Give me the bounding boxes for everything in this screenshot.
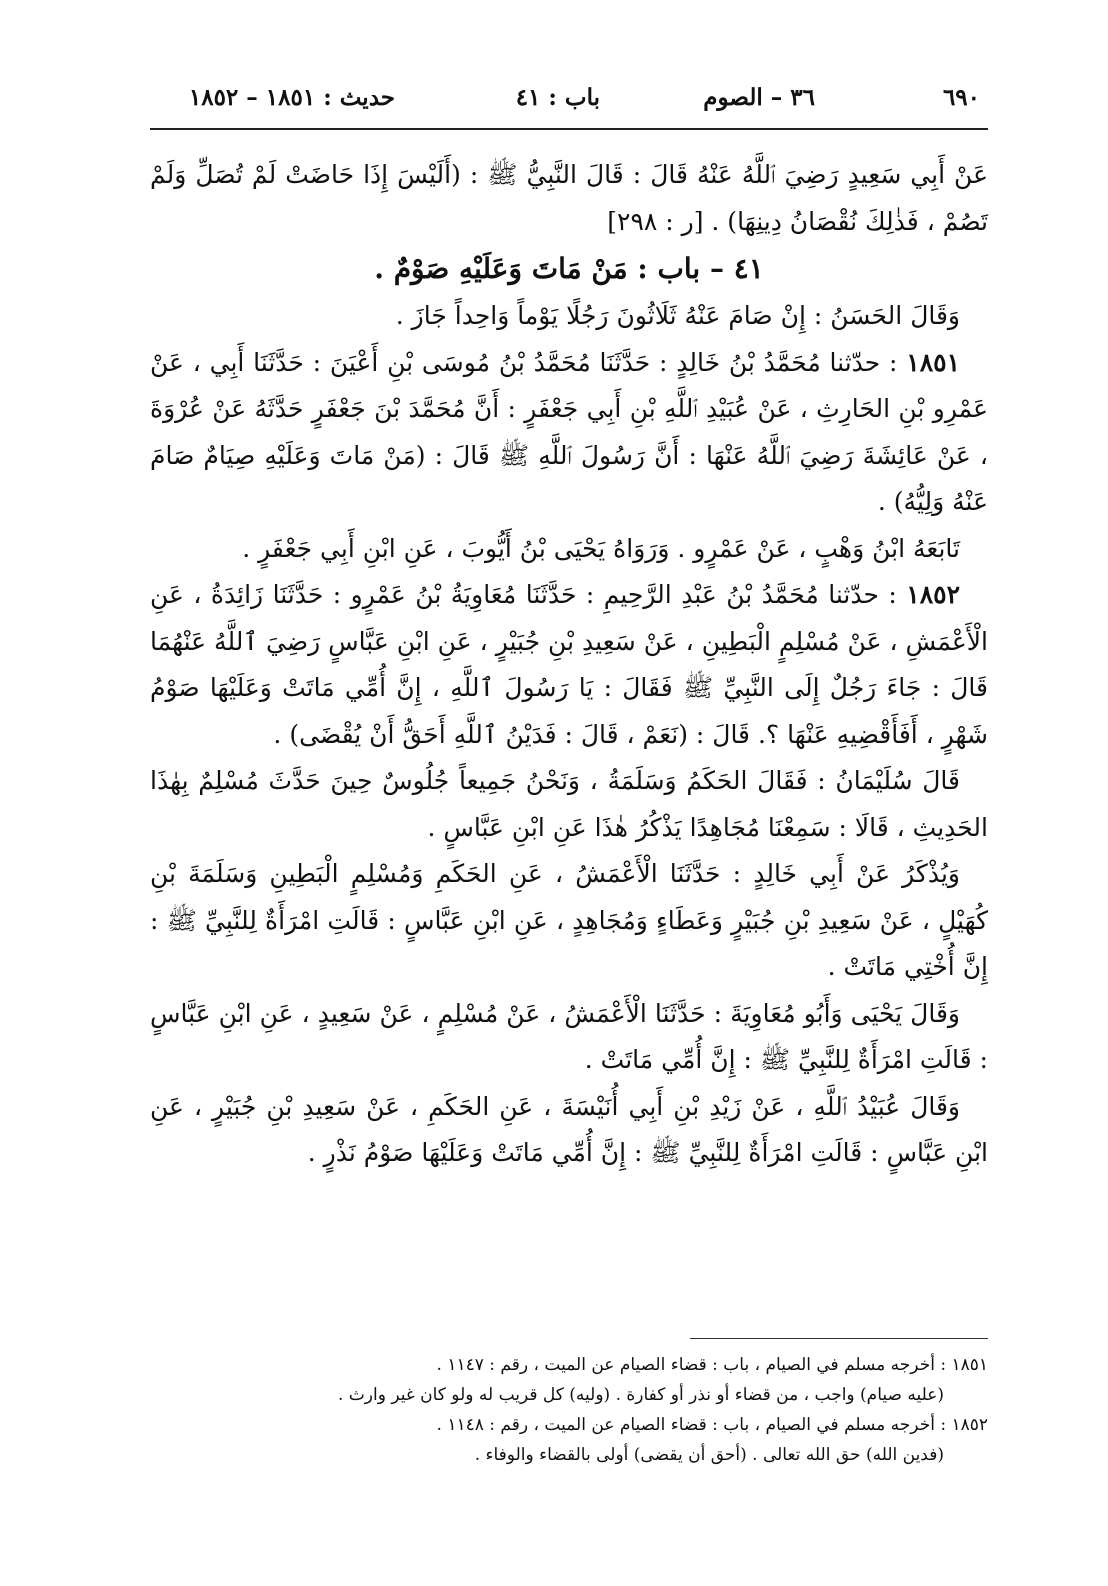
hadith-text: : حدّثنا مُحَمَّدُ بْنُ عَبْدِ الرَّحِيمِ : حَدَّثَنَا مُعَاوِيَةُ بْنُ عَمْرٍو : حَدَّثَنَا زَائِدَةُ ، عَنِ الْأَعْمَشِ ، عَنْ مُسْلِمٍ الْبَطِينِ ، عَنْ سَعِيدِ بْنِ جُبَيْرٍ ، عَنِ ابْنِ عَبَّاسٍ رَضِيَ ٱللَّهُ عَنْهُمَا قَالَ : جَاءَ رَجُلٌ إِلَى النَّبِيِّ ﷺ فَقَالَ : يَا رَسُولَ ٱللَّهِ ، إِنَّ أُمِّي مَاتَتْ وَعَلَيْهَا صَوْمُ شَهْرٍ ، أَفَأَقْضِيهِ عَنْهَا ؟. قَالَ : (نَعَمْ ، قَالَ : فَدَيْنُ ٱللَّهِ أَحَقُّ أَنْ يُقْضَى) .: [150, 580, 988, 749]
previous-hadith-ending: [150, 152, 988, 245]
hadith-1852: [150, 572, 988, 758]
header-divider: [150, 128, 988, 130]
chapter-number: باب : ٤١: [515, 84, 600, 111]
hasan-quote: وَقَالَ الحَسَنُ : إِنْ صَامَ عَنْهُ ثَلَاثُونَ رَجُلًا يَوْماً وَاحِداً جَازَ .: [395, 301, 960, 330]
yahya-paragraph: وَقَالَ يَحْيَى وَأَبُو مُعَاوِيَةَ : حَدَّثَنَا الْأَعْمَشُ ، عَنْ مُسْلِمٍ ، عَنْ سَعِيدٍ ، عَنِ ابْنِ عَبَّاسٍ : قَالَتِ امْرَأَةٌ لِلنَّبِيِّ ﷺ : إِنَّ أُمِّي مَاتَتْ .: [150, 998, 988, 1074]
ubaydullah-paragraph: وَقَالَ عُبَيْدُ ٱللَّهِ ، عَنْ زَيْدِ بْنِ أَبِي أُنَيْسَةَ ، عَنِ الحَكَمِ ، عَنْ سَعِيدِ بْنِ جُبَيْرٍ ، عَنِ ابْنِ عَبَّاسٍ : قَالَتِ امْرَأَةٌ لِلنَّبِيِّ ﷺ : إِنَّ أُمِّي مَاتَتْ وَعَلَيْهَا صَوْمُ نَذْرٍ .: [150, 1091, 988, 1167]
book-title: ٣٦ – الصوم: [703, 84, 815, 111]
sulayman-paragraph: قَالَ سُلَيْمَانُ : فَقَالَ الحَكَمُ وَسَلَمَةُ ، وَنَحْنُ جَمِيعاً جُلُوسٌ حِينَ حَدَّثَ مُسْلِمٌ بِهٰذَا الحَدِيثِ ، قَالَا : سَمِعْنَا مُجَاهِدًا يَذْكُرُ هٰذَا عَنِ ابْنِ عَبَّاسٍ .: [150, 766, 988, 842]
previous-hadith-text: عَنْ أَبِي سَعِيدٍ رَضِيَ ٱللَّهُ عَنْهُ قَالَ : قَالَ النَّبِيُّ ﷺ : (أَلَيْسَ إِذَا حَاضَتْ لَمْ تُصَلِّ وَلَمْ تَصُمْ ، فَذٰلِكَ نُقْصَانُ دِينِهَا) .: [150, 160, 988, 236]
footnote-1851: ١٨٥١ : أخرجه مسلم في الصيام ، باب : قضاء الصيام عن الميت ، رقم : ١١٤٧ .: [436, 1355, 988, 1375]
cross-reference: [ر : ٢٩٨]: [607, 206, 704, 236]
hadith-text: : حدّثنا مُحَمَّدُ بْنُ خَالِدٍ : حَدَّثَنَا مُحَمَّدُ بْنُ مُوسَى بْنِ أَعْيَنَ : حَدَّثَنَا أَبِي ، عَنْ عَمْرِو بْنِ الحَارِثِ ، عَنْ عُبَيْدِ ٱللَّهِ بْنِ أَبِي جَعْفَرٍ : أَنَّ مُحَمَّدَ بْنَ جَعْفَرٍ حَدَّثَهُ عَنْ عُرْوَةَ ، عَنْ عَائِشَةَ رَضِيَ ٱللَّهُ عَنْهَا : أَنَّ رَسُولَ ٱللَّهِ ﷺ قَالَ : (مَنْ مَاتَ وَعَلَيْهِ صِيَامٌ صَامَ عَنْهُ وَلِيُّهُ) .: [150, 347, 988, 516]
abi-khalid-paragraph: وَيُذْكَرُ عَنْ أَبِي خَالِدٍ : حَدَّثَنَا الْأَعْمَشُ ، عَنِ الحَكَمِ وَمُسْلِمٍ الْبَطِينِ وَسَلَمَةَ بْنِ كُهَيْلٍ ، عَنْ سَعِيدِ بْنِ جُبَيْرٍ وَعَطَاءٍ وَمُجَاهِدٍ ، عَنِ ابْنِ عَبَّاسٍ : قَالَتِ امْرَأَةٌ لِلنَّبِيِّ ﷺ : إِنَّ أُخْتِي مَاتَتْ .: [150, 859, 988, 981]
footnote-1852-gloss: (فدين الله) حق الله تعالى . (أحق أن يقضى) أولى بالقضاء والوفاء .: [474, 1445, 944, 1465]
footnote-1852: ١٨٥٢ : أخرجه مسلم في الصيام ، باب : قضاء الصيام عن الميت ، رقم : ١١٤٨ .: [436, 1415, 988, 1435]
running-header: [160, 78, 980, 118]
footnote-divider: [690, 1338, 988, 1339]
hadith-1851-followup: تَابَعَهُ ابْنُ وَهْبٍ ، عَنْ عَمْرٍو . وَرَوَاهُ يَحْيَى بْنُ أَيُّوبَ ، عَنِ ابْنِ أَبِي جَعْفَرٍ .: [242, 533, 960, 563]
hadith-range: حديث : ١٨٥١ – ١٨٥٢: [188, 84, 395, 111]
hadith-number: ١٨٥٢: [906, 580, 960, 609]
page-number: ٦٩٠: [942, 84, 980, 111]
hadith-1851: [150, 340, 988, 526]
main-text: [150, 152, 988, 1214]
hadith-number: ١٨٥١: [906, 347, 960, 377]
footnotes: [150, 1350, 988, 1500]
footnote-1851-gloss: (عليه صيام) واجب ، من قضاء أو نذر أو كفارة . (وليه) كل قريب له ولو كان غير وارث .: [337, 1385, 944, 1405]
chapter-heading: ٤١ – باب : مَنْ مَاتَ وَعَلَيْهِ صَوْمٌ .: [374, 252, 764, 285]
